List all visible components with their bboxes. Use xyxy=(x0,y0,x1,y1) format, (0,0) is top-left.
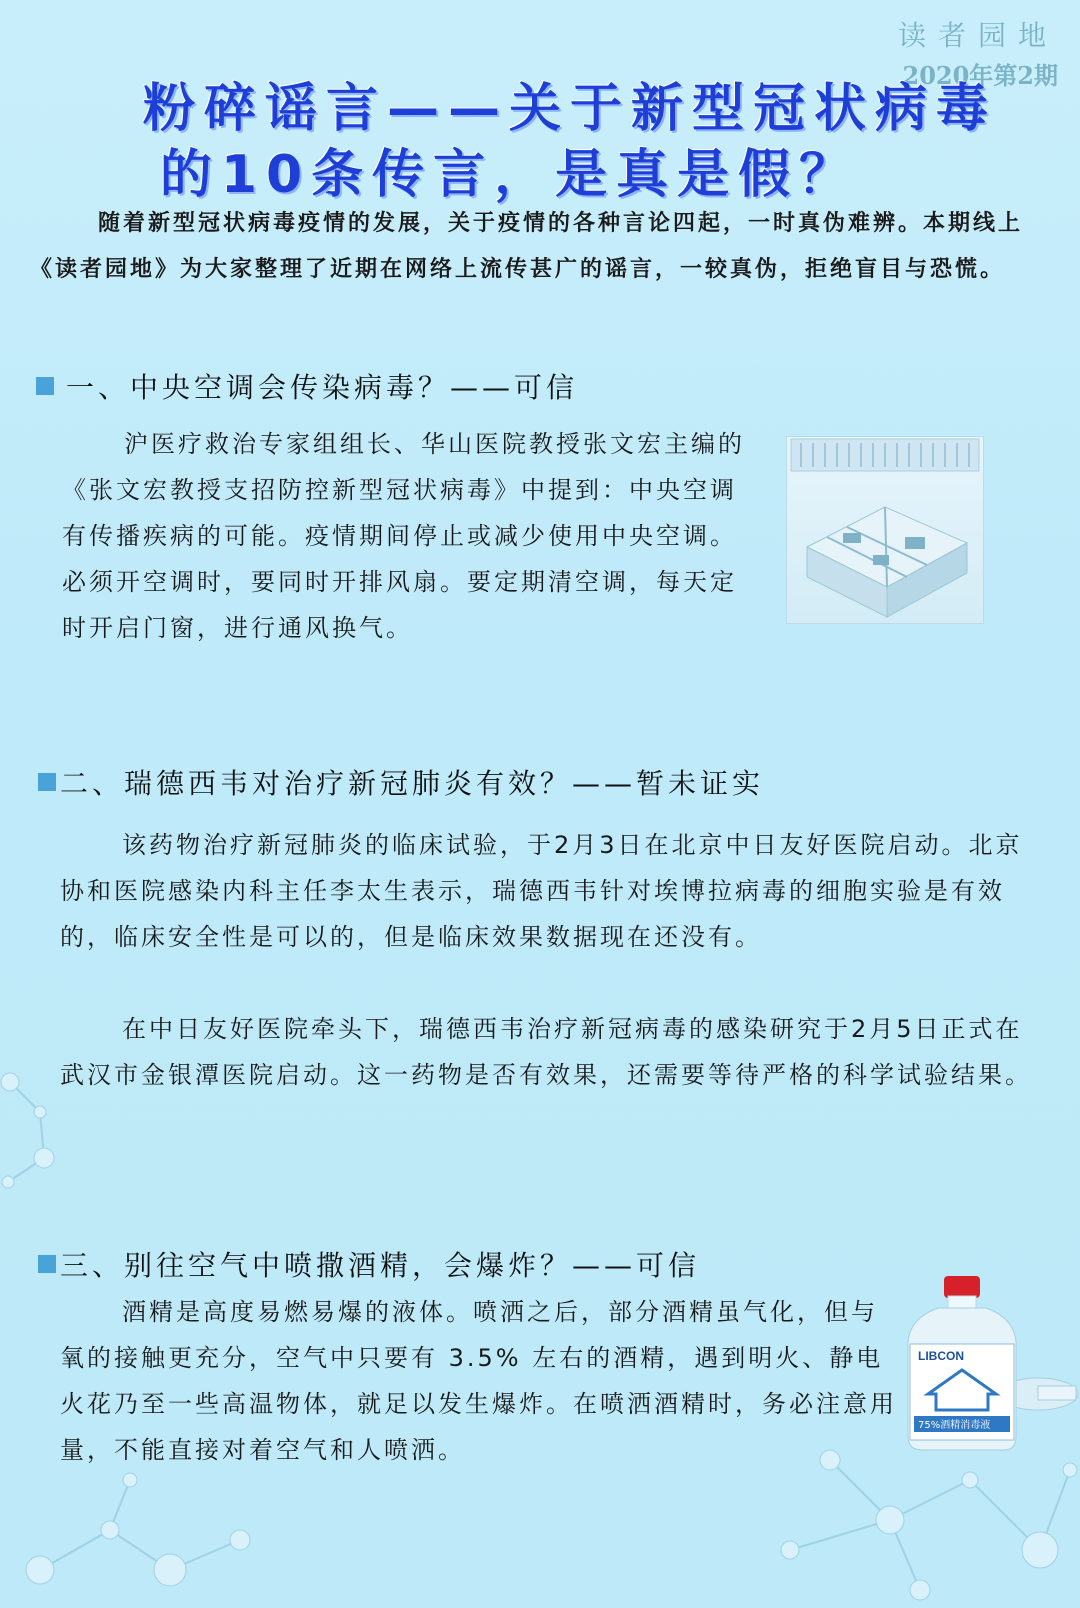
molecule-decoration-icon xyxy=(0,1062,70,1192)
air-conditioning-illustration xyxy=(786,436,984,624)
molecule-decoration-icon xyxy=(0,1470,260,1608)
section-2-heading xyxy=(38,762,764,802)
section-1-heading xyxy=(36,366,578,406)
page-title-line-1: 粉碎谣言——关于新型冠状病毒 xyxy=(142,79,997,139)
page-title-line-2: 的10条传言，是真是假？ xyxy=(159,145,861,205)
section-3-paragraph: 酒精是高度易燃易爆的液体。喷洒之后，部分酒精虽气化，但与氧的接触更充分，空气中只要有 3.5% 左右的酒精，遇到明火、静电火花乃至一些高温物体，就足以发生爆炸。在喷洒酒精时，务必注意用量，不能直接对着空气和人喷洒。 xyxy=(60,1298,897,1464)
bottle-brand: LIBCON xyxy=(918,1349,964,1363)
square-bullet-icon xyxy=(36,377,54,395)
section-2-paragraph-2: 在中日友好医院牵头下，瑞德西韦治疗新冠病毒的感染研究于2月5日正式在武汉市金银潭医院启动。这一药物是否有效果，还需要等待严格的科学试验结果。 xyxy=(60,1015,1032,1089)
section-3-heading xyxy=(38,1244,700,1284)
section-1-heading-text: 一、中央空调会传染病毒？——可信 xyxy=(66,371,579,404)
section-3-heading-text: 三、别往空气中喷撒酒精，会爆炸？——可信 xyxy=(60,1249,701,1282)
square-bullet-icon xyxy=(38,1255,56,1273)
issue-number: 2020年第2期 xyxy=(902,61,1058,90)
square-bullet-icon xyxy=(38,773,56,791)
section-2-heading-text: 二、瑞德西韦对治疗新冠肺炎有效？——暂未证实 xyxy=(60,767,765,800)
alcohol-bottle-illustration xyxy=(888,1276,1080,1452)
column-name: 读者园地 xyxy=(897,19,1058,52)
intro-paragraph: 随着新型冠状病毒疫情的发展，关于疫情的各种言论四起，一时真伪难辨。本期线上《读者园地》为大家整理了近期在网络上流传甚广的谣言，一较真伪，拒绝盲目与恐慌。 xyxy=(30,210,1024,282)
section-2-paragraph-1: 该药物治疗新冠肺炎的临床试验，于2月3日在北京中日友好医院启动。北京协和医院感染内科主任李太生表示，瑞德西韦针对埃博拉病毒的细胞实验是有效的，临床安全性是可以的，但是临床效果数据现在还没有。 xyxy=(60,831,1023,951)
molecule-decoration-icon xyxy=(770,1440,1080,1608)
section-1-paragraph: 沪医疗救治专家组组长、华山医院教授张文宏主编的《张文宏教授支招防控新型冠状病毒》中提到：中央空调有传播疾病的可能。疫情期间停止或减少使用中央空调。必须开空调时，要同时开排风扇。要定期清空调，每天定时开启门窗，进行通风换气。 xyxy=(62,430,745,642)
bottle-product: 75%酒精消毒液 xyxy=(918,1420,991,1431)
